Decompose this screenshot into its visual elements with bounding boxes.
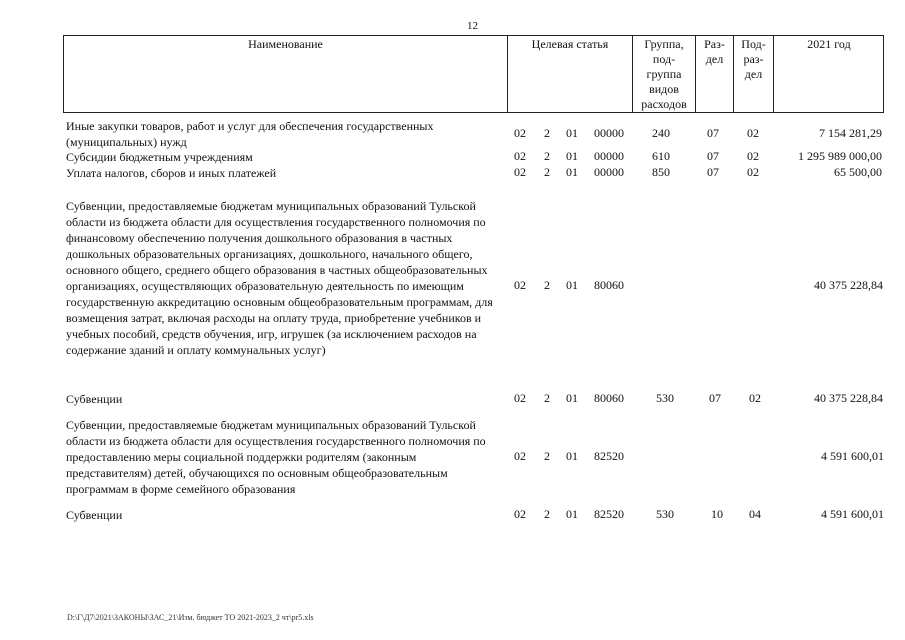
code-event: 01 xyxy=(566,278,578,292)
code-direction: 00000 xyxy=(594,149,624,163)
code-program: 02 xyxy=(514,278,526,292)
header-year: 2021 год xyxy=(807,37,851,51)
row-name: Субвенции xyxy=(66,392,123,406)
code-program: 02 xyxy=(514,449,526,463)
amount: 4 591 600,01 xyxy=(821,507,884,521)
section-code: 07 xyxy=(707,165,719,179)
group-code: 850 xyxy=(652,165,670,179)
code-subprogram: 2 xyxy=(544,126,550,140)
amount: 40 375 228,84 xyxy=(814,391,883,405)
header-name: Наименование xyxy=(248,37,323,51)
section-code: 07 xyxy=(709,391,721,405)
row-name: Субвенции, предоставляемые бюджетам муниципальных образований Тульской области из бюджета области для осуществления государственного полномочия по предоставлению меры социальной поддержки родителям (законным представителям) детей, обучающихся по основным общеобразовательным программам в форме семейного образования xyxy=(66,418,486,496)
code-event: 01 xyxy=(566,165,578,179)
group-code: 530 xyxy=(656,391,674,405)
subsection-code: 02 xyxy=(749,391,761,405)
header-subsection: Под- раз- дел xyxy=(741,37,766,81)
code-event: 01 xyxy=(566,149,578,163)
subsection-code: 02 xyxy=(747,165,759,179)
subsection-code: 02 xyxy=(747,149,759,163)
row-name: Иные закупки товаров, работ и услуг для обеспечения государственных (муниципальных) нужд xyxy=(66,119,434,149)
code-subprogram: 2 xyxy=(544,391,550,405)
section-code: 07 xyxy=(707,126,719,140)
code-direction: 82520 xyxy=(594,449,624,463)
code-subprogram: 2 xyxy=(544,507,550,521)
code-event: 01 xyxy=(566,507,578,521)
group-code: 530 xyxy=(656,507,674,521)
group-code: 610 xyxy=(652,149,670,163)
amount: 7 154 281,29 xyxy=(819,126,882,140)
section-code: 07 xyxy=(707,149,719,163)
code-direction: 00000 xyxy=(594,126,624,140)
code-event: 01 xyxy=(566,449,578,463)
code-program: 02 xyxy=(514,391,526,405)
subsection-code: 04 xyxy=(749,507,761,521)
code-subprogram: 2 xyxy=(544,149,550,163)
amount: 40 375 228,84 xyxy=(814,278,883,292)
header-section: Раз- дел xyxy=(704,37,725,66)
code-subprogram: 2 xyxy=(544,278,550,292)
row-name: Уплата налогов, сборов и иных платежей xyxy=(66,166,277,180)
code-program: 02 xyxy=(514,126,526,140)
header-group: Группа, под- группа видов расходов xyxy=(641,37,687,111)
group-code: 240 xyxy=(652,126,670,140)
code-subprogram: 2 xyxy=(544,165,550,179)
row-name: Субвенции xyxy=(66,508,123,522)
subsection-code: 02 xyxy=(747,126,759,140)
code-direction: 80060 xyxy=(594,278,624,292)
code-event: 01 xyxy=(566,391,578,405)
code-program: 02 xyxy=(514,507,526,521)
amount: 1 295 989 000,00 xyxy=(798,149,882,163)
code-event: 01 xyxy=(566,126,578,140)
amount: 65 500,00 xyxy=(834,165,882,179)
code-subprogram: 2 xyxy=(544,449,550,463)
code-direction: 82520 xyxy=(594,507,624,521)
code-direction: 80060 xyxy=(594,391,624,405)
row-name: Субсидии бюджетным учреждениям xyxy=(66,150,253,164)
header-target-article: Целевая статья xyxy=(531,37,609,51)
code-program: 02 xyxy=(514,165,526,179)
footer-file-path: D:\Г\Д7\2021\ЗАКОНЫ\ЗАС_21\Изм. бюджет ТО 2021-2023_2 чт\pr5.xls xyxy=(67,613,314,622)
code-direction: 00000 xyxy=(594,165,624,179)
page-number: 12 xyxy=(467,20,478,32)
section-code: 10 xyxy=(711,507,723,521)
row-name: Субвенции, предоставляемые бюджетам муниципальных образований Тульской области из бюджета области для осуществления государственного полномочия по финансовому обеспечению получения дошкольного образования в частных дошкольных образовательных организациях, дошкольного, начального общего, основного общего, среднего общего образования в частных общеобразовательных организациях, осуществляющих образовательную деятельность по имеющим государственную аккредитацию основным общеобразовательным программам, для возмещения затрат, включая расходы на оплату труда, приобретение учебников и учебных пособий, средств обучения, игр, игрушек (за исключением расходов на содержание зданий и оплату коммунальных услуг) xyxy=(66,199,493,357)
amount: 4 591 600,01 xyxy=(821,449,884,463)
code-program: 02 xyxy=(514,149,526,163)
